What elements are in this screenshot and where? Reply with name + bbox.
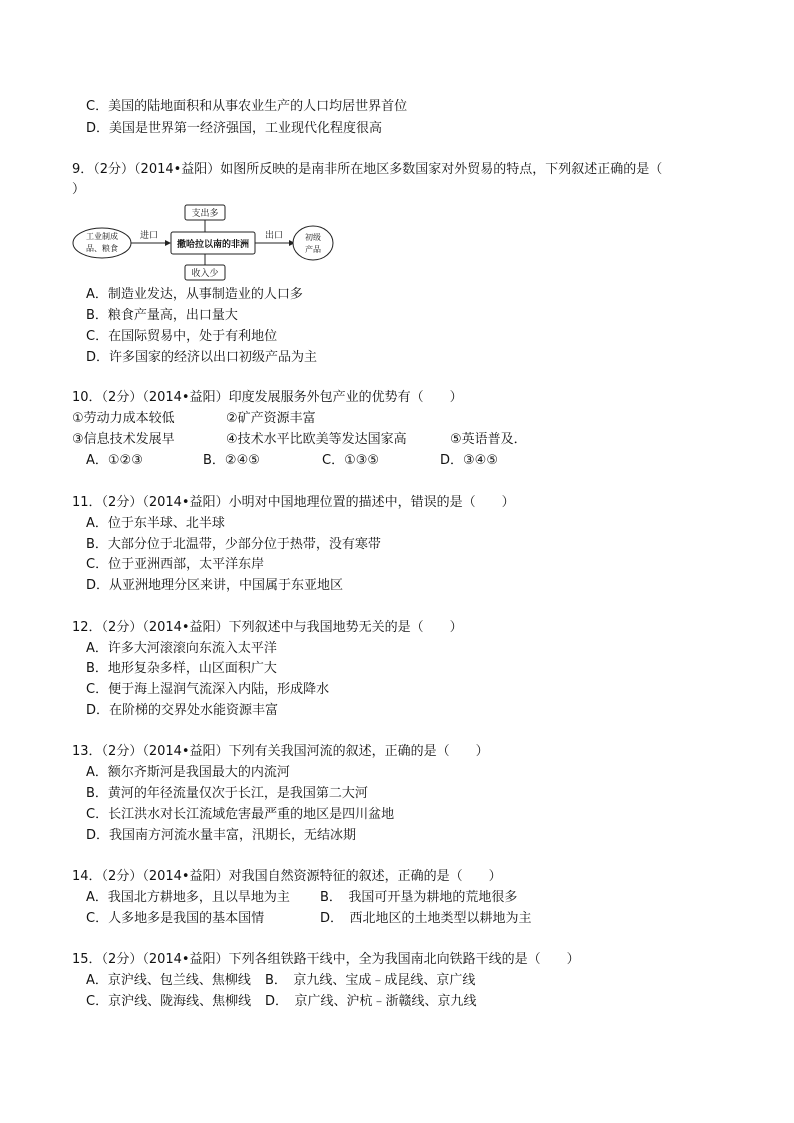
q14-option-c: C．人多地多是我国的基本国情	[86, 911, 265, 926]
export-label: 出口	[264, 231, 284, 241]
q10-item-4: ④技术水平比欧美等发达国家高	[226, 432, 407, 447]
q12-option-c: C．便于海上湿润气流深入内陆，形成降水	[86, 682, 330, 697]
q14-option-b: B． 我国可开垦为耕地的荒地很多	[320, 890, 518, 905]
left-node-line1: 工业制成	[86, 232, 118, 241]
q15-option-c: C．京沪线、陇海线、焦柳线	[86, 994, 252, 1009]
q10-option-d: D．③④⑤	[440, 453, 498, 468]
right-node-line1: 初级	[305, 233, 321, 242]
bottom-node-label: 收入少	[191, 269, 219, 279]
q9-option-b: B．粮食产量高，出口量大	[86, 308, 238, 323]
q13-option-d: D．我国南方河流水量丰富，汛期长，无结冰期	[86, 828, 357, 843]
q12-option-d: D．在阶梯的交界处水能资源丰富	[86, 703, 279, 718]
q9-option-a: A．制造业发达，从事制造业的人口多	[86, 287, 303, 302]
q10-item-1: ①劳动力成本较低	[72, 411, 175, 426]
q15-stem: 15．（2分）（2014•益阳）下列各组铁路干线中，全为我国南北向铁路干线的是（ ）	[72, 952, 580, 967]
q13-option-c: C．长江洪水对长江流域危害最严重的地区是四川盆地	[86, 807, 395, 822]
q11-option-b: B．大部分位于北温带，少部分位于热带，没有寒带	[86, 537, 381, 552]
q13-stem: 13．（2分）（2014•益阳）下列有关我国河流的叙述，正确的是（ ）	[72, 744, 489, 759]
q15-option-d: D． 京广线、沪杭﹣浙赣线、京九线	[265, 994, 477, 1009]
q12-option-a: A．许多大河滚滚向东流入太平洋	[86, 641, 277, 656]
q13-option-b: B．黄河的年径流量仅次于长江，是我国第二大河	[86, 786, 368, 801]
trade-diagram	[72, 203, 342, 283]
center-node-label: 撒哈拉以南的非洲	[176, 240, 250, 250]
q10-item-3: ③信息技术发展早	[72, 432, 175, 447]
q9-stem-line1: 9．（2分）（2014•益阳）如图所反映的是南非所在地区多数国家对外贸易的特点，下列叙述正确的是（	[72, 162, 663, 177]
q10-item-2: ②矿产资源丰富	[226, 411, 316, 426]
q12-stem: 12．（2分）（2014•益阳）下列叙述中与我国地势无关的是（ ）	[72, 620, 463, 635]
q13-option-a: A．额尔齐斯河是我国最大的内流河	[86, 765, 290, 780]
q10-option-b: B．②④⑤	[203, 453, 260, 468]
q12-option-b: B．地形复杂多样，山区面积广大	[86, 661, 277, 676]
left-node-line2: 品、粮食	[86, 244, 118, 253]
right-node-ellipse	[293, 226, 333, 260]
q11-option-d: D．从亚洲地理分区来讲，中国属于东亚地区	[86, 578, 344, 593]
q11-option-a: A．位于东半球、北半球	[86, 516, 225, 531]
q10-item-5: ⑤英语普及．	[450, 432, 527, 447]
q10-stem: 10．（2分）（2014•益阳）印度发展服务外包产业的优势有（ ）	[72, 390, 463, 405]
q9-stem-line2: ）	[72, 182, 86, 197]
top-node-label: 支出多	[191, 209, 219, 219]
q14-stem: 14．（2分）（2014•益阳）对我国自然资源特征的叙述，正确的是（ ）	[72, 869, 502, 884]
right-node-line2: 产品	[305, 245, 321, 254]
import-arrowhead	[165, 240, 171, 246]
q10-option-a: A．①②③	[86, 453, 143, 468]
import-label: 进口	[139, 231, 159, 241]
q8-option-d: D．美国是世界第一经济强国，工业现代化程度很高	[86, 121, 383, 136]
q15-option-a: A．京沪线、包兰线、焦柳线	[86, 973, 251, 988]
q9-option-d: D．许多国家的经济以出口初级产品为主	[86, 350, 318, 365]
q15-option-b: B． 京九线、宝成﹣成昆线、京广线	[265, 973, 476, 988]
q14-option-a: A．我国北方耕地多，且以旱地为主	[86, 890, 290, 905]
q14-option-d: D． 西北地区的土地类型以耕地为主	[320, 911, 532, 926]
q10-option-c: C．①③⑤	[322, 453, 380, 468]
q9-option-c: C．在国际贸易中，处于有利地位	[86, 329, 278, 344]
q11-stem: 11．（2分）（2014•益阳）小明对中国地理位置的描述中，错误的是（ ）	[72, 495, 515, 510]
q8-option-c: C．美国的陆地面积和从事农业生产的人口均居世界首位	[86, 99, 408, 114]
q11-option-c: C．位于亚洲西部，太平洋东岸	[86, 557, 265, 572]
